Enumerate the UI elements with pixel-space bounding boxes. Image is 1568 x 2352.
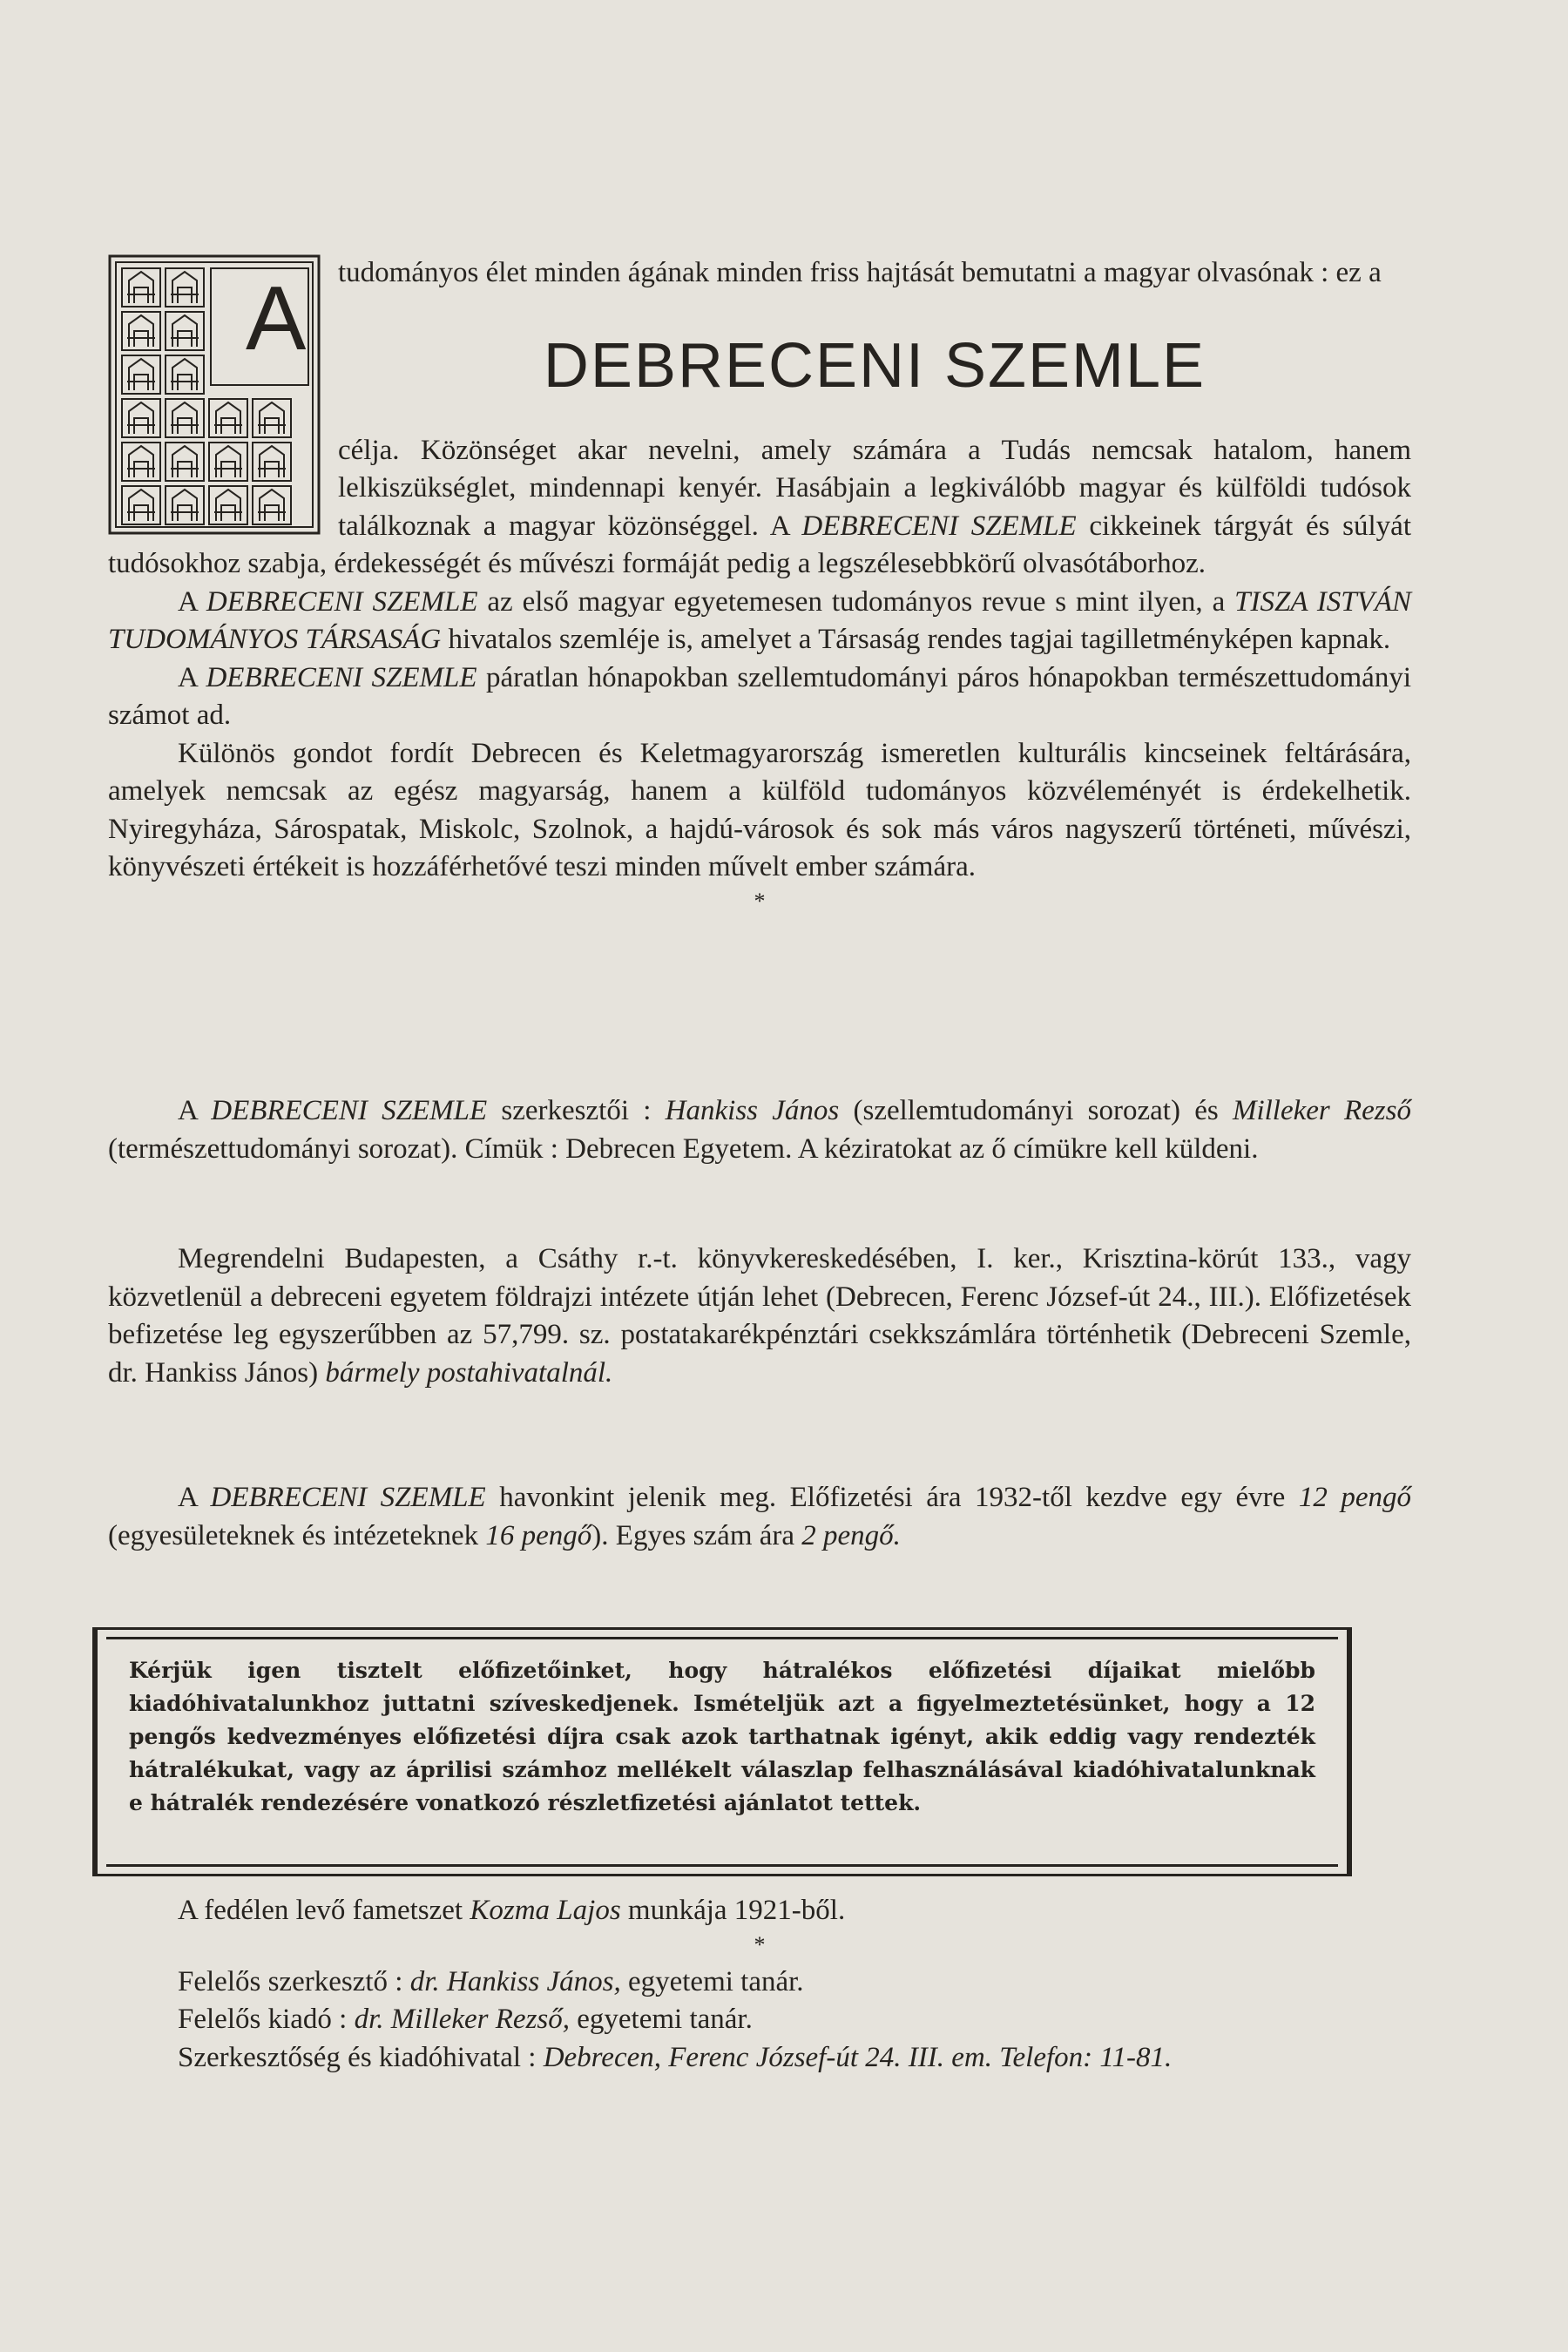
separator-star: * <box>754 1931 766 1957</box>
intro-paragraph-a: célja. Közönséget akar nevelni, amely számára a Tudás nemcsak hatalom, hanem lelkiszükséglet, mindennapi kenyér. Hasábjain a legkiválóbb magyar és külföldi tudósok találkoznak a magyar közönséggel. A DEBRECENI SZEMLE cikkeinek tárgyát és súlyát tudósokhoz szabja, érdekességét és művészi formáját pedig a legszélesebbkörű olvasótáborhoz. <box>108 434 1411 579</box>
price-section <box>108 1479 1411 1555</box>
decorated-initial <box>108 254 321 535</box>
cover-credit: A fedélen levő fametszet Kozma Lajos munkája 1921-ből. <box>178 1895 846 1926</box>
intro-section <box>108 254 1411 920</box>
intro-paragraph-b: A DEBRECENI SZEMLE az első magyar egyetemesen tudományos revue s mint ilyen, a TISZA ISTVÁN TUDOMÁNYOS TÁRSASÁG hivatalos szemléje is, amelyet a Társaság rendes tagjai tagilletményképen kapnak. <box>108 585 1411 655</box>
editors-section <box>108 1092 1411 1168</box>
price-paragraph: A DEBRECENI SZEMLE havonkint jelenik meg. Előfizetési ára 1932-től kezdve egy évre 12 pengő (egyesületeknek és intézeteknek 16 pengő). Egyes szám ára 2 pengő. <box>108 1482 1411 1551</box>
responsible-publisher: Felelős kiadó : dr. Milleker Rezső, egyetemi tanár. <box>178 2004 753 2035</box>
office-address: Szerkesztőség és kiadóhivatal : Debrecen, Ferenc József-út 24. III. em. Telefon: 11-81. <box>178 2041 1173 2073</box>
intro-paragraph-c: A DEBRECENI SZEMLE páratlan hónapokban szellemtudományi páros hónapokban természettudományi számot ad. <box>108 661 1411 731</box>
editors-paragraph: A DEBRECENI SZEMLE szerkesztői : Hankiss János (szellemtudományi sorozat) és Milleker Rezső (természettudományi sorozat). Címük : Debrecen Egyetem. A kéziratokat az ő címükre kell küldeni. <box>108 1095 1411 1165</box>
intro-paragraph-d: Különös gondot fordít Debrecen és Keletmagyarország ismeretlen kulturális kincseinek feltárására, amelyek nemcsak az egész magyarság, hanem a külföld tudományos közvéleményét is érdekelhetik. Nyiregyháza, Sárospatak, Miskolc, Szolnok, a hajdú-városok és sok más város nagyszerű történeti, művészi, könyvészeti értékeit is hozzáférhetővé teszi minden művelt ember számára. <box>108 737 1411 882</box>
intro-line: tudományos élet minden ágának minden friss hajtását bemutatni a magyar olvasónak : ez a <box>338 257 1382 288</box>
credits-section <box>108 1892 1411 2077</box>
notice-text: Kérjük igen tisztelt előfizetőinket, hogy hátralékos előfizetési díjaikat mielőbb kiadóhivatalunkhoz juttatni szíveskedjenek. Ismételjük azt a figyelmeztetésünket, hogy a 12 pengős kedvezményes előfizetési díjra csak azok tarthatnak igényt, akik eddig vagy rendezték hátralékukat, vagy az áprilisi számhoz mellékelt válaszlap felhasználásával kiadóhivatalunknak e hátralék rendezésére vonatkozó részletfizetési ajánlatot tettek. <box>129 1658 1315 1815</box>
order-paragraph: Megrendelni Budapesten, a Csáthy r.-t. könyvkereskedésében, I. ker., Krisztina-körút 133., vagy közvetlenül a debreceni egyetem földrajzi intézete útján lehet (Debrecen, Ferenc József-út 24., III.). Előfizetések befizetése leg egyszerűbben az 57,799. sz. postatakarékpénztári csekkszámlára történhetik (Debreceni Szemle, dr. Hankiss János) bármely postahivatalnál. <box>108 1243 1411 1389</box>
journal-title: DEBRECENI SZEMLE <box>543 330 1206 401</box>
subscriber-notice-box <box>92 1627 1352 1876</box>
responsible-editor: Felelős szerkesztő : dr. Hankiss János, egyetemi tanár. <box>178 1965 804 1997</box>
order-section <box>108 1240 1411 1392</box>
initial-letter: A <box>246 268 307 369</box>
separator-star: * <box>754 888 766 914</box>
